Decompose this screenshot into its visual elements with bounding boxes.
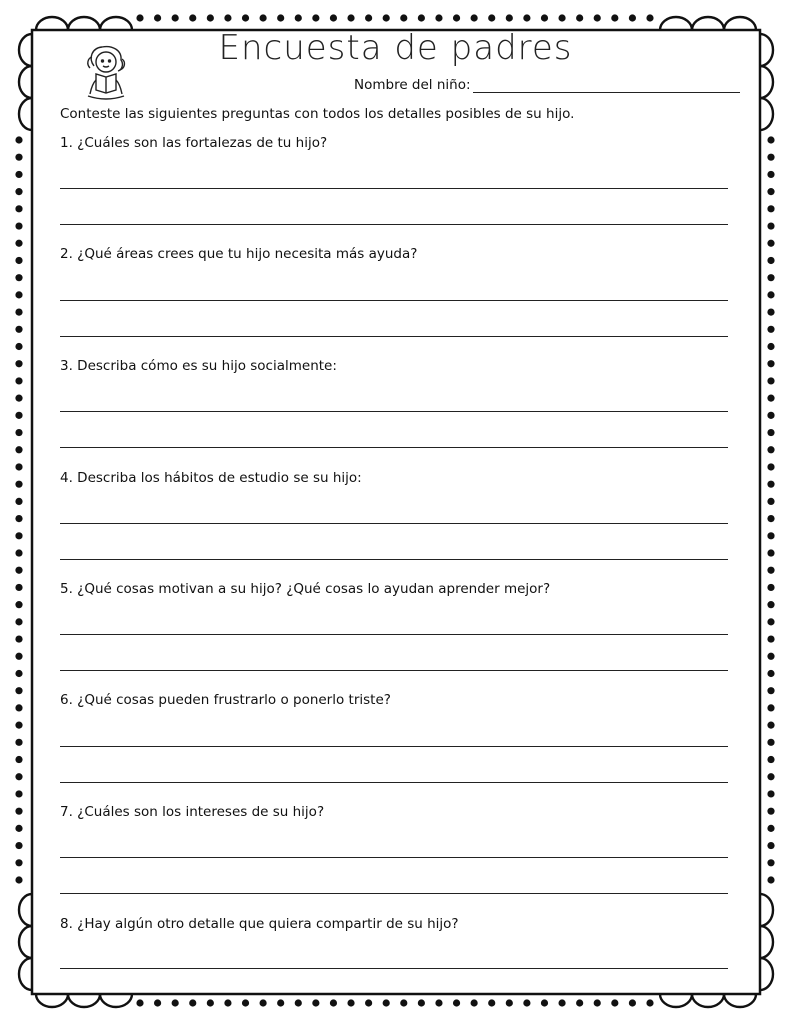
child-name-field[interactable] bbox=[473, 80, 740, 93]
answer-line[interactable] bbox=[60, 447, 728, 448]
answer-line[interactable] bbox=[60, 336, 728, 337]
answer-line[interactable] bbox=[60, 300, 728, 301]
question-7: 7. ¿Cuáles son los intereses de su hijo? bbox=[60, 804, 325, 820]
question-2: 2. ¿Qué áreas crees que tu hijo necesita más ayuda? bbox=[60, 246, 418, 262]
answer-line[interactable] bbox=[60, 857, 728, 858]
answer-line[interactable] bbox=[60, 559, 728, 560]
answer-line[interactable] bbox=[60, 893, 728, 894]
answer-line[interactable] bbox=[60, 411, 728, 412]
answer-line[interactable] bbox=[60, 523, 728, 524]
question-5: 5. ¿Qué cosas motivan a su hijo? ¿Qué cosas lo ayudan aprender mejor? bbox=[60, 581, 551, 597]
answer-line[interactable] bbox=[60, 968, 728, 969]
question-1: 1. ¿Cuáles son las fortalezas de tu hijo? bbox=[60, 135, 328, 151]
page-title: Encuesta de padres bbox=[218, 28, 573, 68]
answer-line[interactable] bbox=[60, 782, 728, 783]
answer-line[interactable] bbox=[60, 746, 728, 747]
answer-line[interactable] bbox=[60, 188, 728, 189]
question-3: 3. Describa cómo es su hijo socialmente: bbox=[60, 358, 337, 374]
answer-line[interactable] bbox=[60, 670, 728, 671]
instructions-text: Conteste las siguientes preguntas con todos los detalles posibles de su hijo. bbox=[60, 106, 575, 122]
child-name-row bbox=[354, 77, 740, 93]
question-6: 6. ¿Qué cosas pueden frustrarlo o ponerlo triste? bbox=[60, 692, 391, 708]
answer-line[interactable] bbox=[60, 634, 728, 635]
answer-line[interactable] bbox=[60, 224, 728, 225]
child-name-label: Nombre del niño: bbox=[354, 77, 471, 93]
question-8: 8. ¿Hay algún otro detalle que quiera compartir de su hijo? bbox=[60, 916, 459, 932]
question-4: 4. Describa los hábitos de estudio se su hijo: bbox=[60, 470, 362, 486]
